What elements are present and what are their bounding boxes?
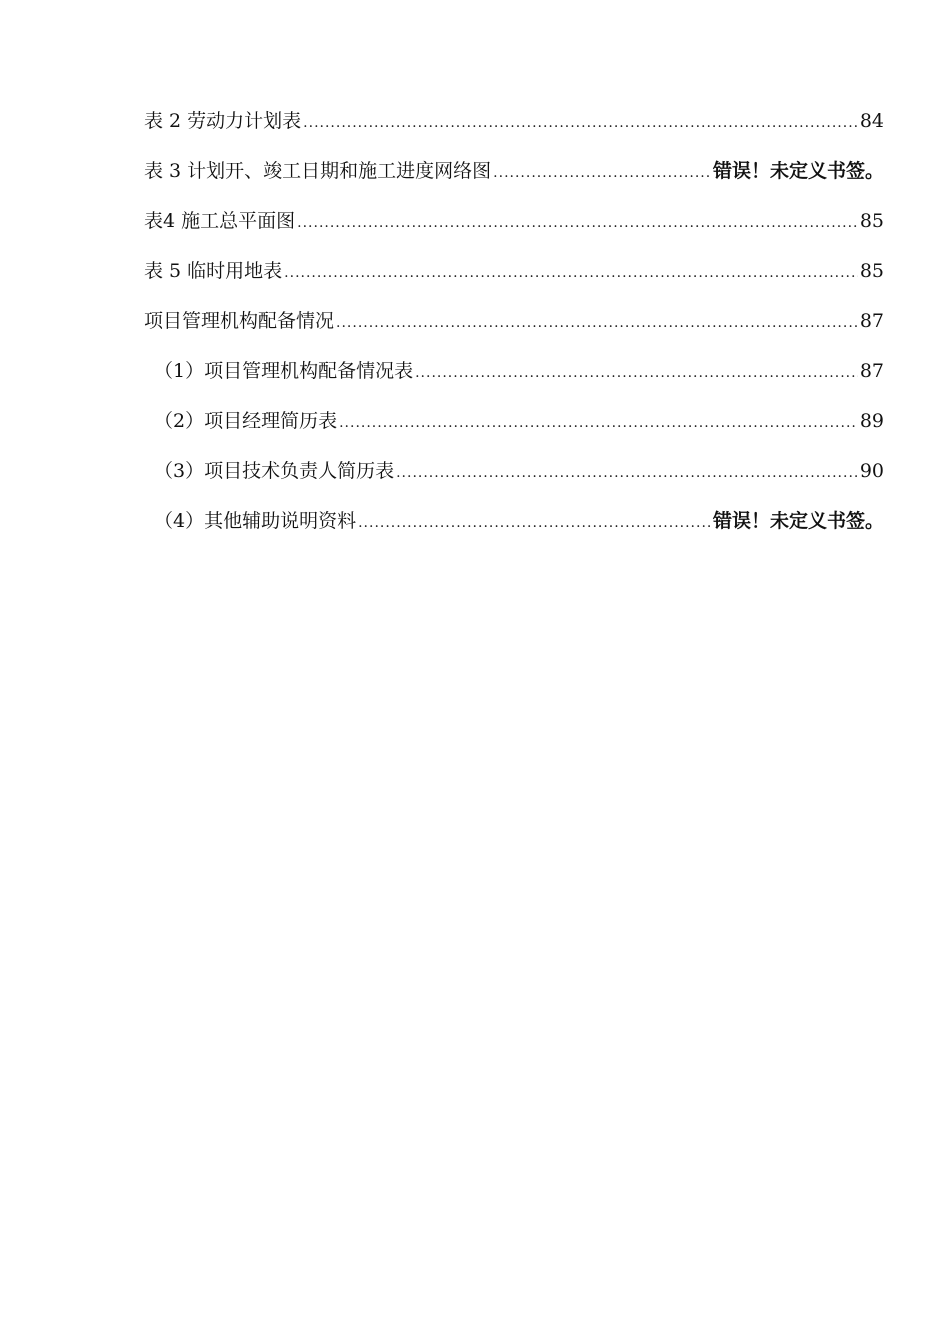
dot-leader bbox=[396, 455, 858, 491]
table-of-contents bbox=[144, 103, 884, 553]
toc-entry-sub-3[interactable] bbox=[144, 453, 884, 503]
toc-entry-error: 错误！未定义书签。 bbox=[712, 160, 884, 182]
dot-leader bbox=[493, 155, 711, 191]
toc-entry-project-management[interactable] bbox=[144, 303, 884, 353]
toc-entry-table-2[interactable] bbox=[144, 103, 884, 153]
toc-entry-title: 表 2 劳动力计划表 bbox=[144, 110, 302, 132]
toc-entry-sub-1[interactable] bbox=[144, 353, 884, 403]
dot-leader bbox=[339, 405, 858, 441]
toc-entry-title: 表4 施工总平面图 bbox=[144, 210, 296, 232]
toc-entry-title: 项目管理机构配备情况 bbox=[144, 310, 335, 332]
dot-leader bbox=[415, 355, 858, 391]
toc-entry-page: 84 bbox=[859, 110, 884, 132]
toc-entry-page: 90 bbox=[859, 460, 884, 482]
toc-entry-title: （1）项目管理机构配备情况表 bbox=[154, 360, 414, 382]
toc-entry-page: 85 bbox=[859, 260, 884, 282]
toc-entry-page: 85 bbox=[859, 210, 884, 232]
dot-leader bbox=[297, 205, 858, 241]
dot-leader bbox=[303, 105, 858, 141]
toc-entry-error: 错误！未定义书签。 bbox=[712, 510, 884, 532]
toc-entry-title: （2）项目经理简历表 bbox=[154, 410, 338, 432]
toc-entry-page: 87 bbox=[859, 310, 884, 332]
toc-entry-table-5[interactable] bbox=[144, 253, 884, 303]
toc-entry-page: 87 bbox=[859, 360, 884, 382]
toc-entry-title: （4）其他辅助说明资料 bbox=[154, 510, 357, 532]
toc-entry-table-3[interactable] bbox=[144, 153, 884, 203]
toc-entry-table-4[interactable] bbox=[144, 203, 884, 253]
toc-entry-title: 表 3 计划开、竣工日期和施工进度网络图 bbox=[144, 160, 492, 182]
dot-leader bbox=[336, 305, 858, 341]
dot-leader bbox=[358, 505, 711, 541]
toc-entry-title: 表 5 临时用地表 bbox=[144, 260, 283, 282]
dot-leader bbox=[284, 255, 858, 291]
toc-entry-sub-2[interactable] bbox=[144, 403, 884, 453]
toc-entry-title: （3）项目技术负责人简历表 bbox=[154, 460, 395, 482]
toc-entry-sub-4[interactable] bbox=[144, 503, 884, 553]
toc-entry-page: 89 bbox=[859, 410, 884, 432]
